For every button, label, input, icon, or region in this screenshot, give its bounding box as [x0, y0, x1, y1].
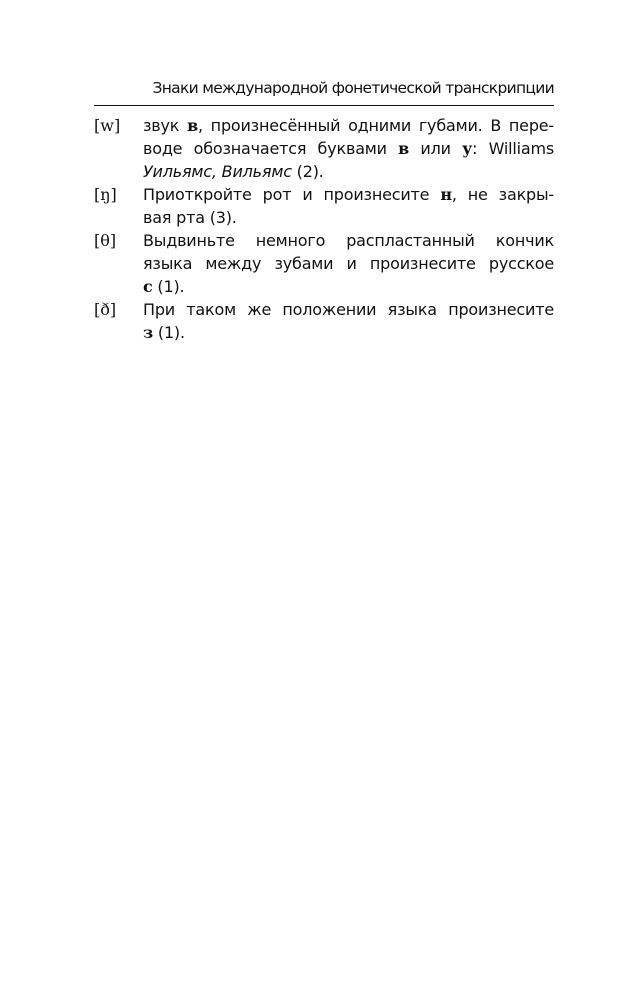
description-line: [143, 206, 554, 229]
text-fragment: , не закры-: [451, 185, 555, 204]
text-fragment: , произнесённый одними губами. В пере-: [198, 116, 554, 135]
entry-eng: [94, 183, 554, 229]
text-fragment: Выдвиньте немного распластанный кончик: [143, 231, 554, 250]
entry-eth: [94, 298, 554, 344]
entry-description: [143, 183, 554, 229]
entry-w: [94, 114, 554, 183]
description-line: [143, 275, 554, 298]
text-fragment: (1).: [152, 277, 185, 296]
description-line: [143, 321, 554, 344]
bold-letter: с: [143, 277, 153, 296]
running-header: Знаки международной фонетической транскрипции: [152, 79, 554, 97]
phonetic-symbol: [ð]: [94, 300, 117, 319]
description-line: [143, 137, 554, 160]
text-fragment: При таком же положении языка произнесите: [143, 300, 554, 319]
phonetic-symbol: [w]: [94, 116, 121, 135]
text-fragment: воде обозначается буквами: [143, 139, 399, 158]
text-fragment: : Williams: [472, 139, 554, 158]
bold-letter: у: [462, 139, 473, 158]
entry-description: [143, 298, 554, 344]
text-fragment: языка между зубами и произнесите русское: [143, 254, 554, 273]
header-rule: [94, 105, 554, 106]
bold-letter: н: [440, 185, 452, 204]
text-fragment: вая рта (3).: [143, 208, 237, 227]
text-fragment: (2).: [291, 162, 324, 181]
description-line: [143, 252, 554, 275]
phonetic-symbol: [θ]: [94, 231, 117, 250]
phonetic-symbol: [ŋ]: [94, 185, 117, 204]
description-line: [143, 160, 554, 183]
bold-letter: з: [143, 323, 154, 342]
bold-letter: в: [398, 139, 410, 158]
text-fragment: Приоткройте рот и произнесите: [143, 185, 441, 204]
entry-theta: [94, 229, 554, 298]
entry-description: [143, 114, 554, 183]
text-fragment: или: [409, 139, 463, 158]
description-line: [143, 183, 554, 206]
text-fragment: (1).: [153, 323, 185, 342]
transcription-list: [94, 114, 554, 344]
description-line: [143, 229, 554, 252]
description-line: [143, 114, 554, 137]
description-line: [143, 298, 554, 321]
bold-letter: в: [187, 116, 198, 135]
entry-description: [143, 229, 554, 298]
text-fragment: звук: [143, 116, 188, 135]
italic-fragment: Уильямс, Вильямс: [143, 162, 292, 181]
